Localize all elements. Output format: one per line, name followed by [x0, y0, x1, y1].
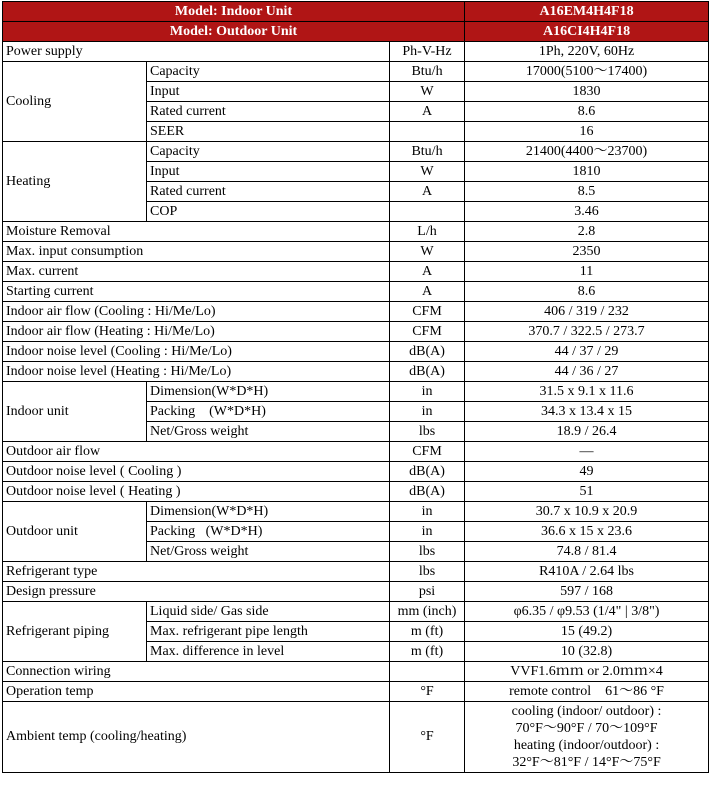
row-label: Capacity: [147, 142, 390, 162]
row-label: Packing (W*D*H): [147, 522, 390, 542]
row-value: 21400(4400～23700): [465, 142, 709, 162]
row-value: 2350: [465, 242, 709, 262]
row-value: 1Ph, 220V, 60Hz: [465, 42, 709, 62]
table-row: [3, 282, 709, 302]
outdoor-model-label: Model: Outdoor Unit: [3, 22, 465, 42]
row-value: 597 / 168: [465, 582, 709, 602]
row-value: R410A / 2.64 lbs: [465, 562, 709, 582]
table-row: [3, 142, 709, 162]
row-value: 36.6 x 15 x 23.6: [465, 522, 709, 542]
row-value: 10 (32.8): [465, 642, 709, 662]
row-value: VVF1.6ｍｍ or 2.0ｍｍ×4: [465, 662, 709, 682]
row-unit: W: [390, 162, 465, 182]
outdoor-model-value: A16CI4H4F18: [465, 22, 709, 42]
table-row: [3, 582, 709, 602]
table-row: [3, 222, 709, 242]
row-value: 31.5 x 9.1 x 11.6: [465, 382, 709, 402]
table-row: [3, 322, 709, 342]
row-label: SEER: [147, 122, 390, 142]
row-value: 74.8 / 81.4: [465, 542, 709, 562]
ambient-line: 70°F～90°F / 70～109°F: [515, 721, 658, 736]
row-label: Input: [147, 162, 390, 182]
group-label-indoor-unit: Indoor unit: [3, 382, 147, 442]
row-label: Ambient temp (cooling/heating): [3, 702, 390, 773]
table-row: [3, 302, 709, 322]
row-value: 8.6: [465, 102, 709, 122]
table-row: [3, 662, 709, 682]
indoor-model-value: A16EM4H4F18: [465, 2, 709, 22]
row-unit: lbs: [390, 562, 465, 582]
row-unit: in: [390, 502, 465, 522]
row-unit: CFM: [390, 302, 465, 322]
row-value: 34.3 x 13.4 x 15: [465, 402, 709, 422]
row-unit: [390, 662, 465, 682]
header-row-outdoor: [3, 22, 709, 42]
row-unit: A: [390, 182, 465, 202]
row-unit: A: [390, 102, 465, 122]
table-row: [3, 482, 709, 502]
row-label: Dimension(W*D*H): [147, 382, 390, 402]
row-unit: CFM: [390, 442, 465, 462]
row-label: Max. current: [3, 262, 390, 282]
row-value: 51: [465, 482, 709, 502]
row-value: 11: [465, 262, 709, 282]
table-row: [3, 702, 709, 773]
row-value: 15 (49.2): [465, 622, 709, 642]
group-label-cooling: Cooling: [3, 62, 147, 142]
row-value: 30.7 x 10.9 x 20.9: [465, 502, 709, 522]
row-unit: Ph-V-Hz: [390, 42, 465, 62]
row-unit: A: [390, 282, 465, 302]
row-unit: m (ft): [390, 642, 465, 662]
row-value: —: [465, 442, 709, 462]
row-unit: [390, 202, 465, 222]
row-unit: [390, 122, 465, 142]
row-unit: psi: [390, 582, 465, 602]
row-label: Input: [147, 82, 390, 102]
row-label: Indoor noise level (Cooling : Hi/Me/Lo): [3, 342, 390, 362]
indoor-model-label: Model: Indoor Unit: [3, 2, 465, 22]
row-label: Power supply: [3, 42, 390, 62]
row-label: Operation temp: [3, 682, 390, 702]
row-unit: W: [390, 82, 465, 102]
row-value: 16: [465, 122, 709, 142]
row-label: COP: [147, 202, 390, 222]
row-unit: W: [390, 242, 465, 262]
row-unit: lbs: [390, 542, 465, 562]
row-value: φ6.35 / φ9.53 (1/4" | 3/8"): [465, 602, 709, 622]
row-value: remote control 61～86 °F: [465, 682, 709, 702]
ambient-line: heating (indoor/outdoor) :: [513, 738, 660, 753]
ambient-line: cooling (indoor/ outdoor) :: [511, 704, 662, 719]
table-row: [3, 262, 709, 282]
row-value: 2.8: [465, 222, 709, 242]
row-unit: m (ft): [390, 622, 465, 642]
row-unit: in: [390, 382, 465, 402]
table-row: [3, 682, 709, 702]
group-label-refrigerant-piping: Refrigerant piping: [3, 602, 147, 662]
table-row: [3, 362, 709, 382]
row-label: Outdoor air flow: [3, 442, 390, 462]
row-unit: dB(A): [390, 362, 465, 382]
row-unit: dB(A): [390, 342, 465, 362]
row-label: Outdoor noise level ( Heating ): [3, 482, 390, 502]
row-unit: lbs: [390, 422, 465, 442]
row-label: Max. refrigerant pipe length: [147, 622, 390, 642]
row-label: Packing (W*D*H): [147, 402, 390, 422]
row-value: 406 / 319 / 232: [465, 302, 709, 322]
row-unit: L/h: [390, 222, 465, 242]
table-row: [3, 42, 709, 62]
group-label-heating: Heating: [3, 142, 147, 222]
spec-table: [2, 1, 709, 773]
row-label: Net/Gross weight: [147, 422, 390, 442]
row-unit: °F: [390, 682, 465, 702]
table-row: [3, 442, 709, 462]
row-value: 1810: [465, 162, 709, 182]
table-row: [3, 242, 709, 262]
row-value: 8.6: [465, 282, 709, 302]
row-label: Max. input consumption: [3, 242, 390, 262]
row-label: Outdoor noise level ( Cooling ): [3, 462, 390, 482]
row-unit: °F: [390, 702, 465, 773]
row-label: Dimension(W*D*H): [147, 502, 390, 522]
row-label: Moisture Removal: [3, 222, 390, 242]
row-label: Max. difference in level: [147, 642, 390, 662]
row-value: 17000(5100～17400): [465, 62, 709, 82]
table-row: [3, 462, 709, 482]
row-label: Indoor air flow (Cooling : Hi/Me/Lo): [3, 302, 390, 322]
group-label-outdoor-unit: Outdoor unit: [3, 502, 147, 562]
row-label: Net/Gross weight: [147, 542, 390, 562]
row-unit: dB(A): [390, 482, 465, 502]
row-unit: Btu/h: [390, 62, 465, 82]
row-label: Liquid side/ Gas side: [147, 602, 390, 622]
row-value: 3.46: [465, 202, 709, 222]
row-label: Connection wiring: [3, 662, 390, 682]
row-value: 44 / 37 / 29: [465, 342, 709, 362]
table-row: [3, 382, 709, 402]
row-unit: A: [390, 262, 465, 282]
row-unit: in: [390, 402, 465, 422]
row-value: 49: [465, 462, 709, 482]
table-row: [3, 62, 709, 82]
row-value: 8.5: [465, 182, 709, 202]
row-label: Indoor air flow (Heating : Hi/Me/Lo): [3, 322, 390, 342]
row-unit: in: [390, 522, 465, 542]
row-label: Indoor noise level (Heating : Hi/Me/Lo): [3, 362, 390, 382]
table-row: [3, 342, 709, 362]
row-value: 1830: [465, 82, 709, 102]
table-row: [3, 562, 709, 582]
row-label: Starting current: [3, 282, 390, 302]
row-label: Rated current: [147, 182, 390, 202]
table-row: [3, 602, 709, 622]
header-row-indoor: [3, 2, 709, 22]
row-unit: CFM: [390, 322, 465, 342]
row-unit: dB(A): [390, 462, 465, 482]
row-unit: Btu/h: [390, 142, 465, 162]
row-value: 44 / 36 / 27: [465, 362, 709, 382]
row-value: 370.7 / 322.5 / 273.7: [465, 322, 709, 342]
table-row: [3, 502, 709, 522]
row-label: Capacity: [147, 62, 390, 82]
row-value: 18.9 / 26.4: [465, 422, 709, 442]
ambient-value-cell: [465, 702, 709, 773]
ambient-line: 32°F～81°F / 14°F～75°F: [512, 755, 661, 770]
row-label: Design pressure: [3, 582, 390, 602]
row-unit: mm (inch): [390, 602, 465, 622]
row-label: Rated current: [147, 102, 390, 122]
row-label: Refrigerant type: [3, 562, 390, 582]
